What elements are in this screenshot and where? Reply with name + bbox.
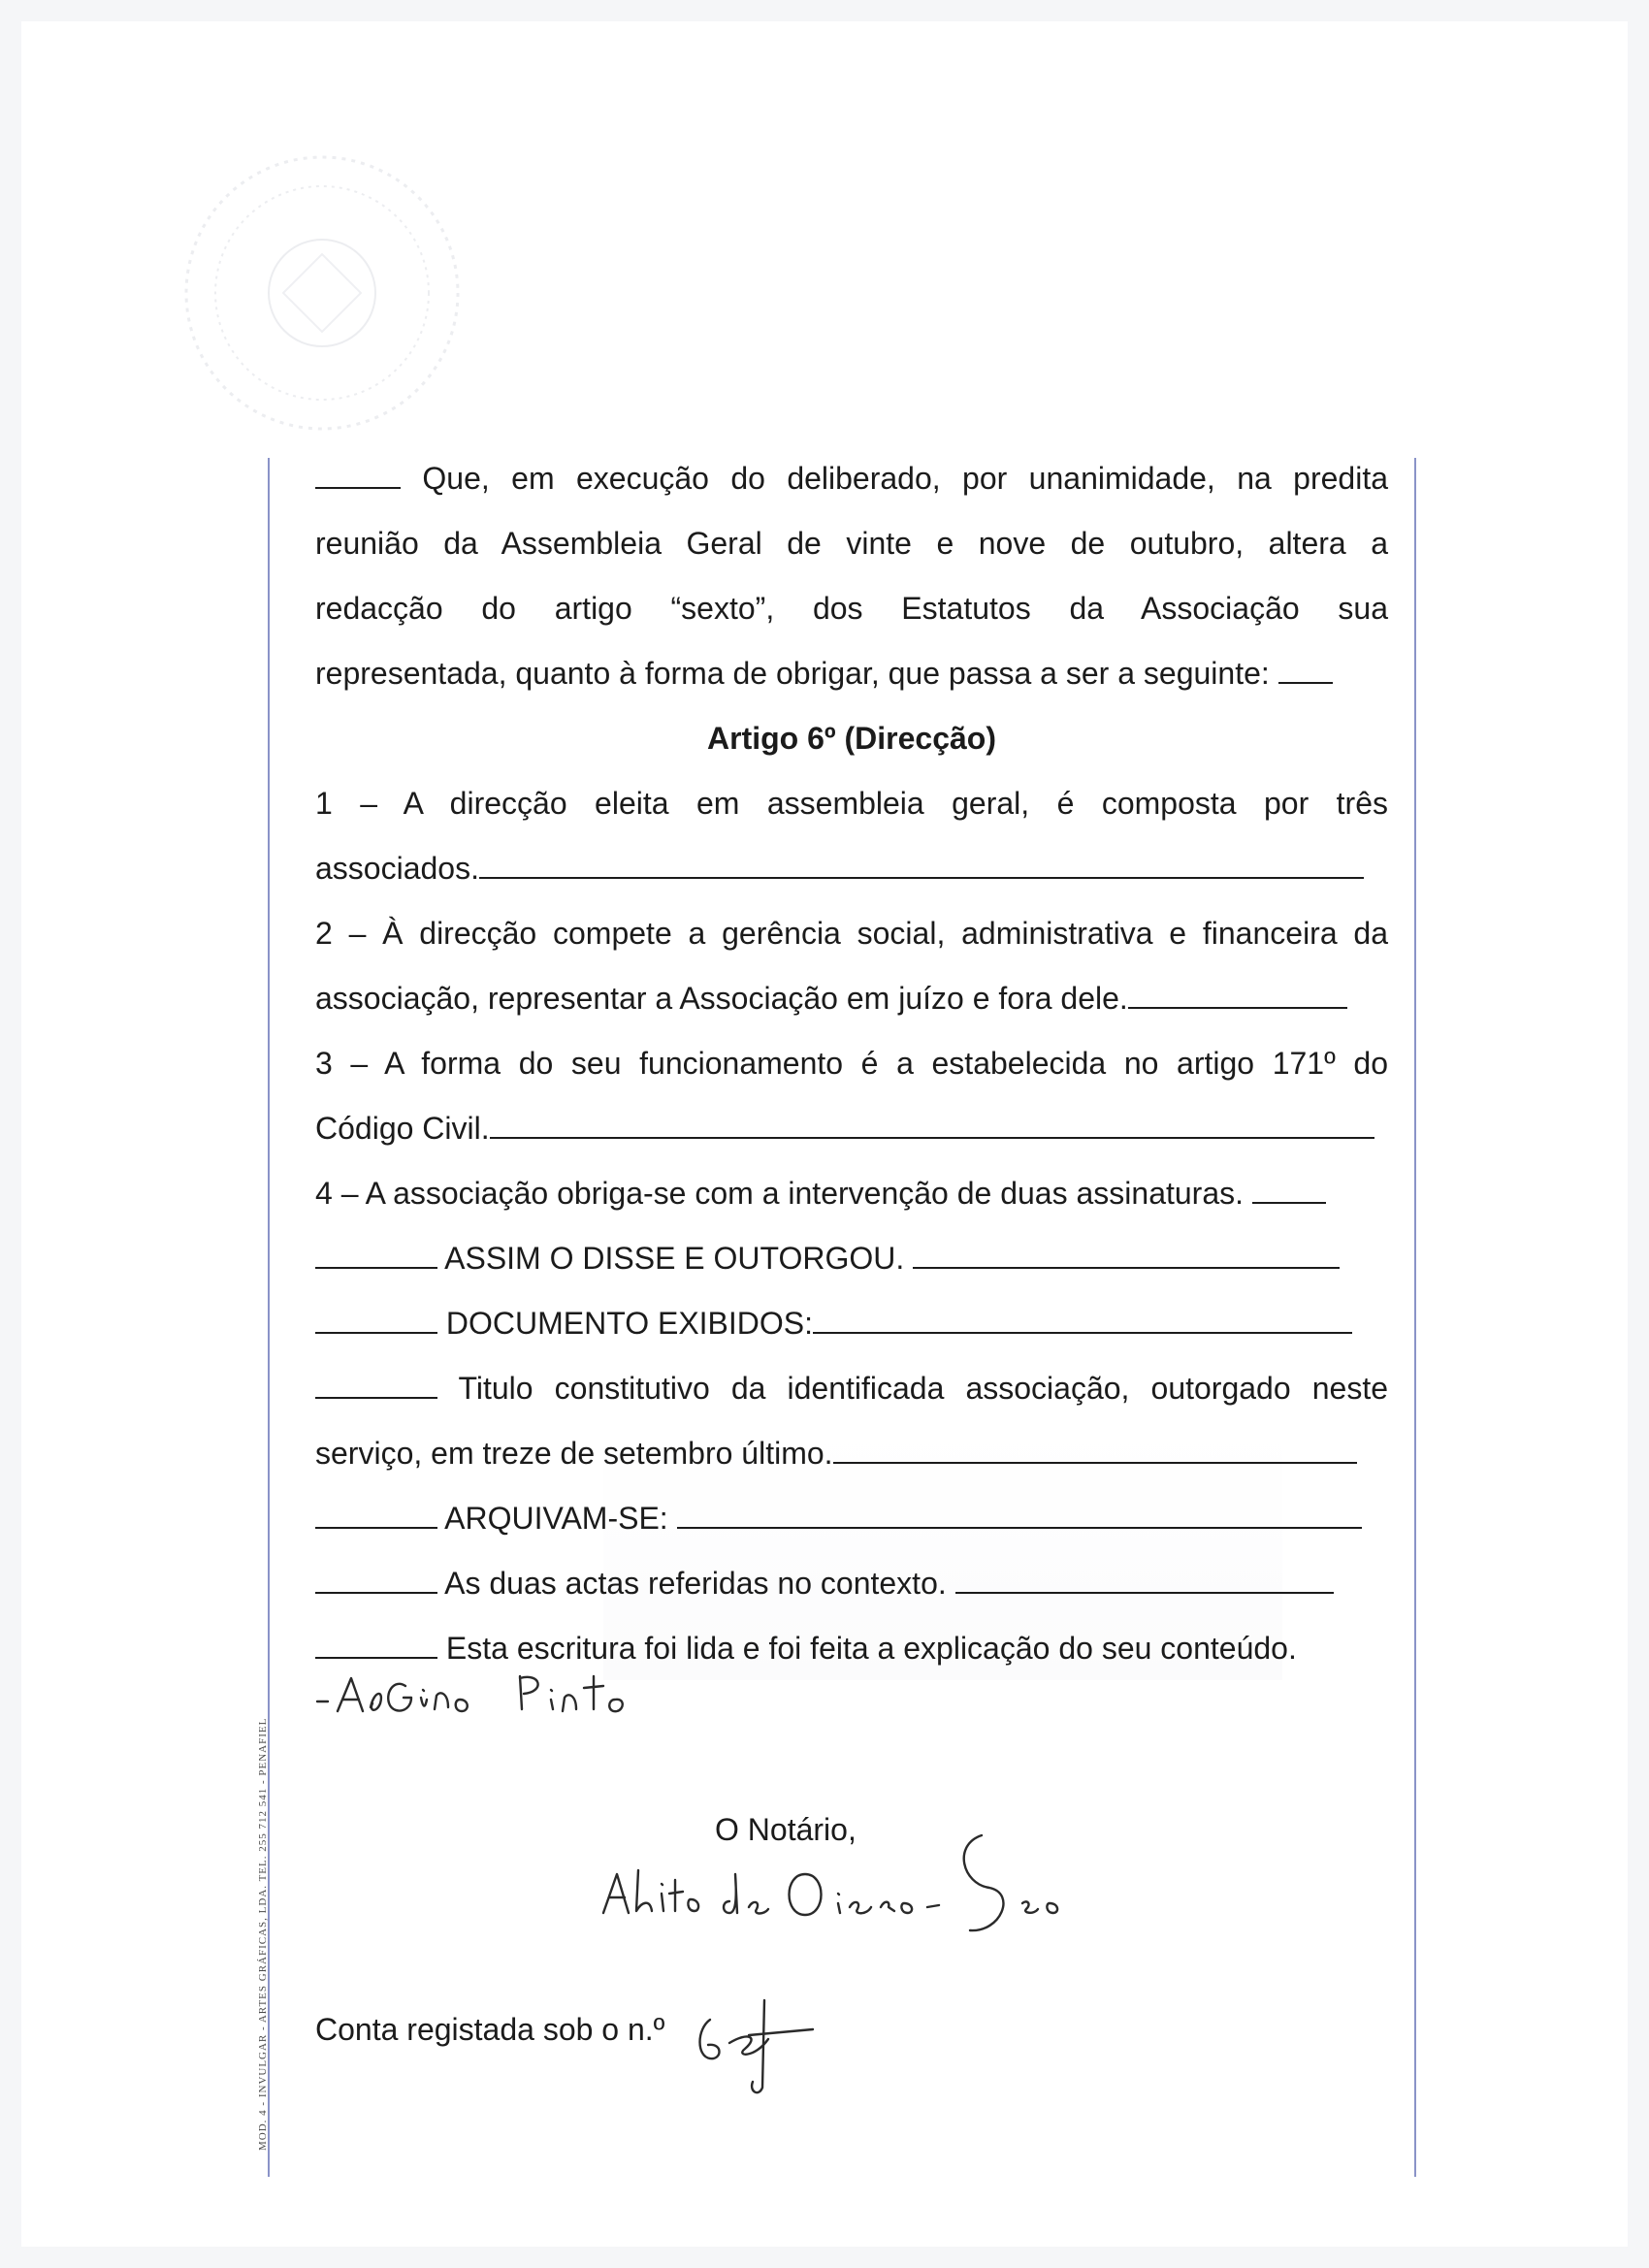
titulo-text: Titulo constitutivo da identificada associação, outorgado neste <box>458 1371 1389 1406</box>
item-text: associação, representar a Associação em juízo e fora dele. <box>315 981 1128 1016</box>
paragraph-text: representada, quanto à forma de obrigar, que passa a ser a seguinte: <box>315 656 1270 691</box>
printer-imprint: MOD. 4 - INVULGAR - ARTES GRÁFICAS, LDA. TEL. 255 712 541 - PENAFIEL <box>257 1717 269 2151</box>
arquivam-line <box>315 1486 1388 1551</box>
actas-line <box>315 1551 1388 1616</box>
notary-seal-emboss <box>177 147 468 438</box>
conta-label: Conta registada sob o n.º <box>315 2012 665 2047</box>
titulo-line <box>315 1356 1388 1421</box>
item-1-line <box>315 771 1388 836</box>
filler-line <box>677 1506 1362 1529</box>
actas-text: As duas actas referidas no contexto. <box>444 1566 947 1601</box>
filler-line <box>479 856 1364 879</box>
filler-line <box>913 1246 1340 1269</box>
paragraph-line <box>315 446 1388 511</box>
item-text: Código Civil. <box>315 1111 490 1146</box>
notary-label: O Notário, <box>715 1812 857 1847</box>
filler-line <box>315 1571 437 1594</box>
item-2-line <box>315 966 1388 1031</box>
filler-line <box>315 1636 437 1659</box>
item-text: 2 – À direcção compete a gerência social, administrativa e financeira da <box>315 916 1388 951</box>
notary-signature <box>594 1806 1156 1942</box>
item-3-line <box>315 1031 1388 1096</box>
paragraph-text: Que, em execução do deliberado, por unanimidade, na predita <box>422 461 1389 496</box>
paragraph-line <box>315 641 1388 706</box>
documentos-label: DOCUMENTO EXIBIDOS: <box>445 1306 814 1341</box>
filler-line <box>813 1311 1352 1334</box>
titulo-line <box>315 1421 1388 1486</box>
paragraph-line <box>315 576 1388 641</box>
filler-line <box>315 466 401 489</box>
item-4-line <box>315 1161 1388 1226</box>
item-3-line <box>315 1096 1388 1161</box>
titulo-text: serviço, em treze de setembro último. <box>315 1436 833 1471</box>
filler-line <box>1128 986 1347 1009</box>
filler-line <box>1278 661 1333 684</box>
deed-body <box>315 446 1388 1681</box>
filler-line <box>315 1376 437 1399</box>
document-page <box>21 21 1628 2247</box>
item-text: 3 – A forma do seu funcionamento é a estabelecida no artigo 171º do <box>315 1046 1388 1081</box>
filler-line <box>955 1571 1334 1594</box>
paragraph-text: redacção do artigo “sexto”, dos Estatutos da Associação sua <box>315 591 1388 626</box>
article-heading: Artigo 6º (Direcção) <box>707 721 996 756</box>
item-2-line <box>315 901 1388 966</box>
conta-line <box>315 2010 664 2049</box>
filler-line <box>315 1246 437 1269</box>
party-signature <box>312 1661 720 1729</box>
filler-line <box>833 1441 1357 1464</box>
filler-line <box>490 1116 1374 1139</box>
closing-text: ASSIM O DISSE E OUTORGOU. <box>444 1241 905 1276</box>
paragraph-line <box>315 511 1388 576</box>
assim-line <box>315 1226 1388 1291</box>
documentos-line <box>315 1291 1388 1356</box>
paragraph-text: reunião da Assembleia Geral de vinte e nove de outubro, altera a <box>315 526 1388 561</box>
conta-number-handwritten <box>691 1981 826 2097</box>
item-text: associados. <box>315 851 479 886</box>
item-text: 1 – A direcção eleita em assembleia geral, é composta por três <box>315 786 1388 821</box>
filler-line <box>315 1506 437 1529</box>
filler-line <box>315 1311 437 1334</box>
filler-line <box>1252 1181 1326 1204</box>
item-1-line <box>315 836 1388 901</box>
right-margin-rule <box>1414 458 1416 2177</box>
escritura-text: Esta escritura foi lida e foi feita a explicação do seu conteúdo. <box>445 1631 1297 1666</box>
item-text: 4 – A associação obriga-se com a intervenção de duas assinaturas. <box>315 1176 1245 1211</box>
arquivam-label: ARQUIVAM-SE: <box>444 1501 668 1536</box>
